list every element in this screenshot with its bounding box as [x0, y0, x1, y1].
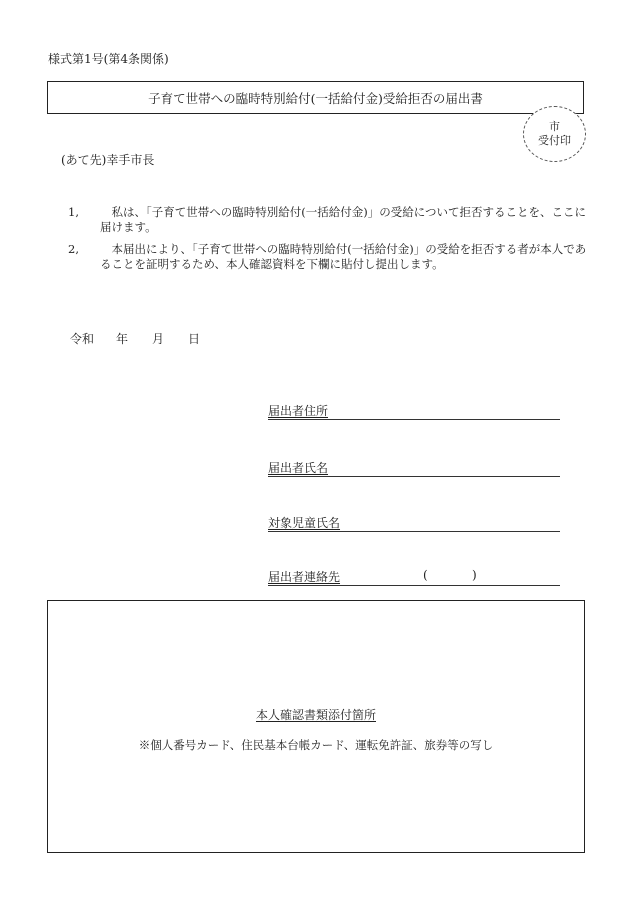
applicant-contact-field[interactable] [268, 568, 560, 586]
applicant-name-label: 届出者氏名 [268, 461, 329, 475]
paren-close: ) [472, 568, 477, 582]
id-document-attachment-box[interactable] [47, 600, 585, 853]
addressee: (あて先)幸手市長 [61, 153, 155, 167]
document-title-box [47, 81, 584, 114]
item-text: 本届出により、「子育て世帯への臨時特別給付(一括給付金)」の受給を拒否する者が本人であることを証明するため、本人確認資料を下欄に貼付し提出します。 [100, 242, 587, 271]
form-number: 様式第1号(第4条関係) [48, 52, 169, 66]
stamp-line-1: 市 [549, 120, 560, 133]
child-name-field[interactable] [268, 514, 560, 532]
child-name-label: 対象児童氏名 [268, 516, 341, 530]
paren-open: ( [423, 568, 428, 582]
stamp-line-2: 受付印 [538, 134, 571, 147]
date-day-label: 日 [188, 332, 201, 346]
declaration-item-2 [68, 242, 590, 272]
applicant-address-field[interactable] [268, 402, 560, 420]
date-month-label: 月 [152, 332, 165, 346]
document-title: 子育て世帯への臨時特別給付(一括給付金)受給拒否の届出書 [148, 90, 483, 106]
id-document-box-title: 本人確認書類添付箇所 [255, 708, 376, 722]
item-number: 1, [68, 205, 79, 219]
declaration-item-1 [68, 205, 590, 235]
date-line[interactable] [70, 330, 200, 347]
id-document-box-note: ※個人番号カード、住民基本台帳カード、運転免許証、旅券等の写し [138, 738, 494, 752]
date-era: 令和 [70, 332, 95, 346]
item-text: 私は、「子育て世帯への臨時特別給付(一括給付金)」の受給について拒否することを、ここに届けます。 [100, 205, 586, 234]
applicant-contact-label: 届出者連絡先 [268, 570, 341, 584]
applicant-name-field[interactable] [268, 459, 560, 477]
date-year-label: 年 [116, 332, 129, 346]
declaration-items [68, 205, 590, 279]
applicant-address-label: 届出者住所 [268, 404, 329, 418]
reception-stamp-area [523, 106, 586, 162]
item-number: 2, [68, 242, 79, 256]
